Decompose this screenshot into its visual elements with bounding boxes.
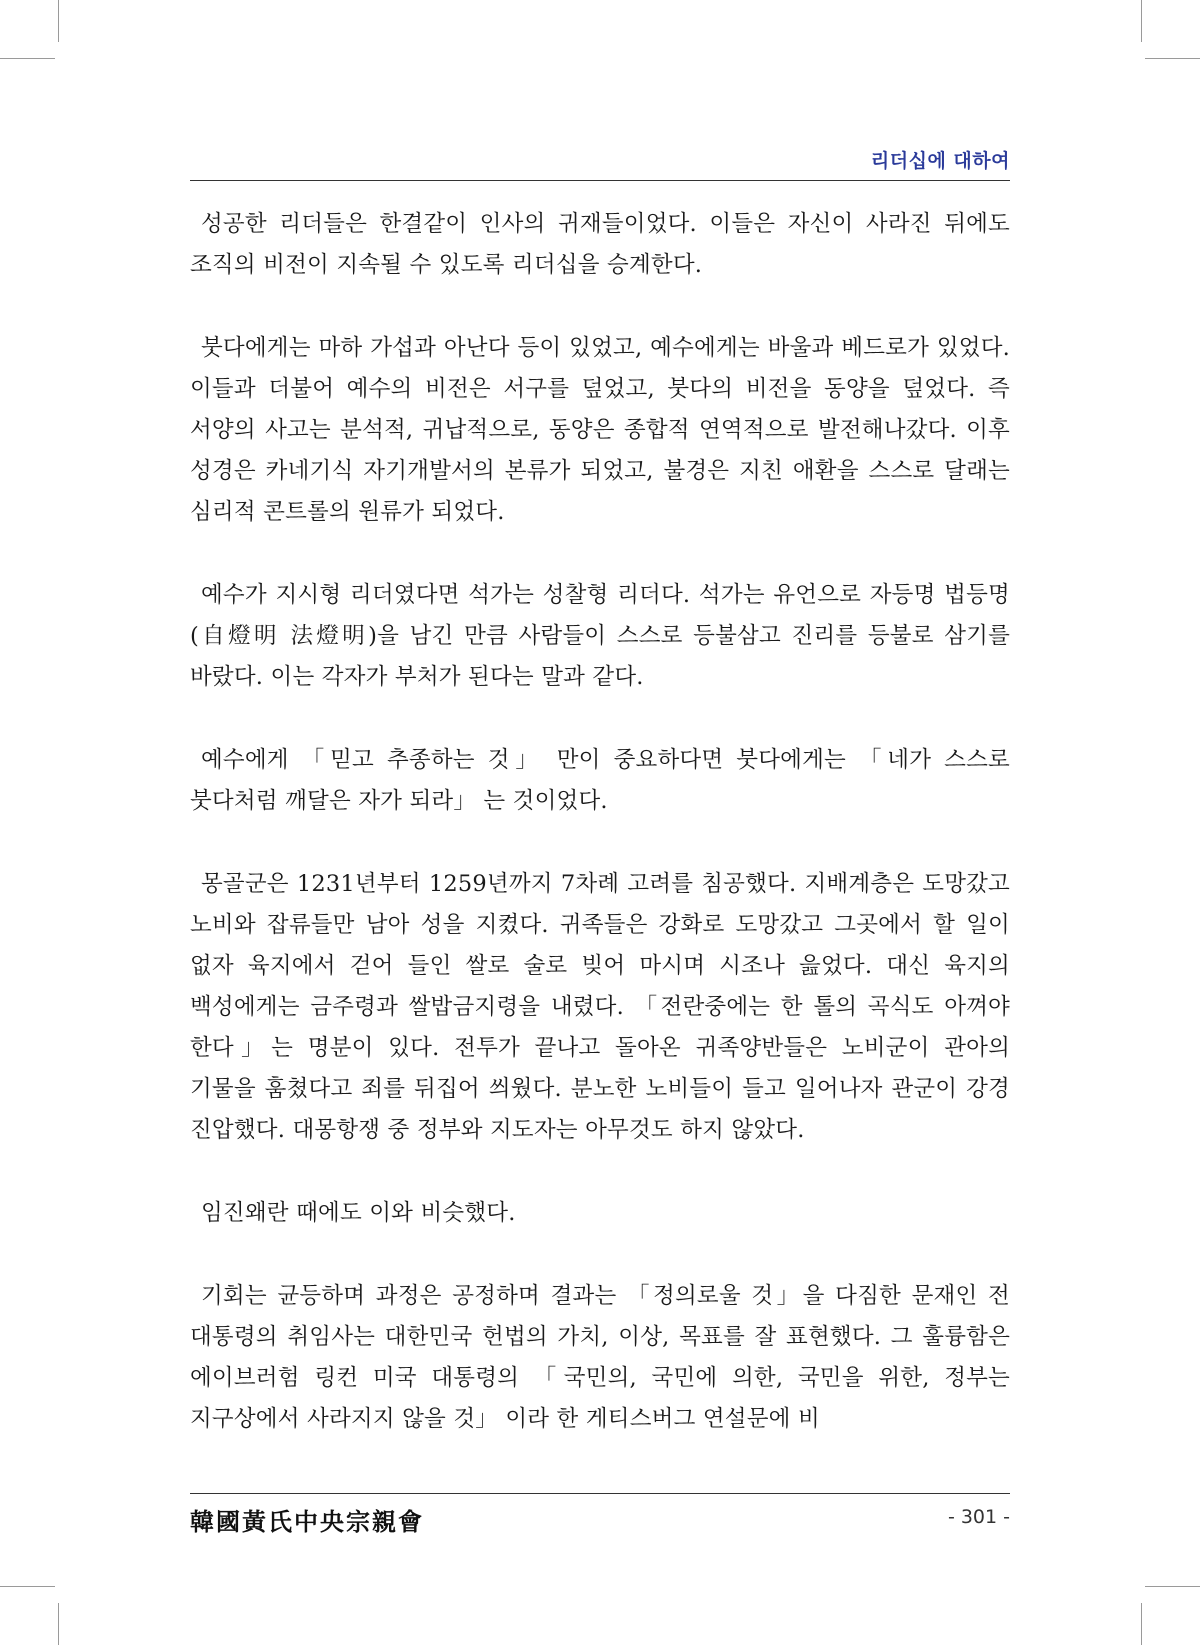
crop-mark: [0, 58, 55, 59]
paragraph: 붓다에게는 마하 가섭과 아난다 등이 있었고, 예수에게는 바울과 베드로가 있었다. 이들과 더불어 예수의 비전은 서구를 덮었고, 붓다의 비전을 동양을 덮었다. 즉 서양의 사고는 분석적, 귀납적으로, 동양은 종합적 연역적으로 발전해나갔다. 이후 성경은 카네기식 자기개발서의 본류가 되었고, 불경은 지친 애환을 스스로 달래는 심리적 콘트롤의 원류가 되었다.: [190, 335, 1010, 525]
organization-name: 韓國黃氏中央宗親會: [190, 1507, 424, 1536]
paragraph: 예수에게 「믿고 추종하는 것」 만이 중요하다면 붓다에게는 「네가 스스로 붓다처럼 깨달은 자가 되라」 는 것이었다.: [190, 747, 1010, 814]
running-header: [190, 138, 1010, 181]
paragraph: 예수가 지시형 리더였다면 석가는 성찰형 리더다. 석가는 유언으로 자등명 법등명(自燈明 法燈明)을 남긴 만큼 사람들이 스스로 등불삼고 진리를 등불로 삼기를 바랐다. 이는 각자가 부처가 된다는 말과 같다.: [190, 582, 1010, 690]
crop-mark: [1141, 0, 1142, 42]
section-title: 리더십에 대하여: [870, 150, 1010, 172]
crop-mark: [58, 0, 59, 42]
paragraph: 몽골군은 1231년부터 1259년까지 7차례 고려를 침공했다. 지배계층은 도망갔고 노비와 잡류들만 남아 성을 지켰다. 귀족들은 강화로 도망갔고 그곳에서 할 일이 없자 육지에서 걷어 들인 쌀로 술로 빚어 마시며 시조나 읊었다. 대신 육지의 백성에게는 금주령과 쌀밥금지령을 내렸다. 「전란중에는 한 톨의 곡식도 아껴야 한다」는 명분이 있다. 전투가 끝나고 돌아온 귀족양반들은 노비군이 관아의 기물을 훔쳤다고 죄를 뒤집어 씌웠다. 분노한 노비들이 들고 일어나자 관군이 강경 진압했다. 대몽항쟁 중 정부와 지도자는 아무것도 하지 않았다.: [190, 871, 1010, 1143]
crop-mark: [1145, 58, 1200, 59]
crop-mark: [1141, 1603, 1142, 1645]
paragraph: 기회는 균등하며 과정은 공정하며 결과는 「정의로울 것」을 다짐한 문재인 전 대통령의 취임사는 대한민국 헌법의 가치, 이상, 목표를 잘 표현했다. 그 훌륭함은 에이브러험 링컨 미국 대통령의 「국민의, 국민에 의한, 국민을 위한, 정부는 지구상에서 사라지지 않을 것」 이라 한 게티스버그 연설문에 비: [190, 1283, 1010, 1432]
paragraph: 성공한 리더들은 한결같이 인사의 귀재들이었다. 이들은 자신이 사라진 뒤에도 조직의 비전이 지속될 수 있도록 리더십을 승계한다.: [190, 211, 1010, 278]
body-text: [190, 204, 1010, 1482]
running-footer: [190, 1493, 1010, 1534]
paragraph: 임진왜란 때에도 이와 비슷했다.: [201, 1200, 516, 1226]
crop-mark: [58, 1603, 59, 1645]
crop-mark: [1145, 1586, 1200, 1587]
page-number: - 301 -: [947, 1506, 1010, 1528]
crop-mark: [0, 1586, 55, 1587]
